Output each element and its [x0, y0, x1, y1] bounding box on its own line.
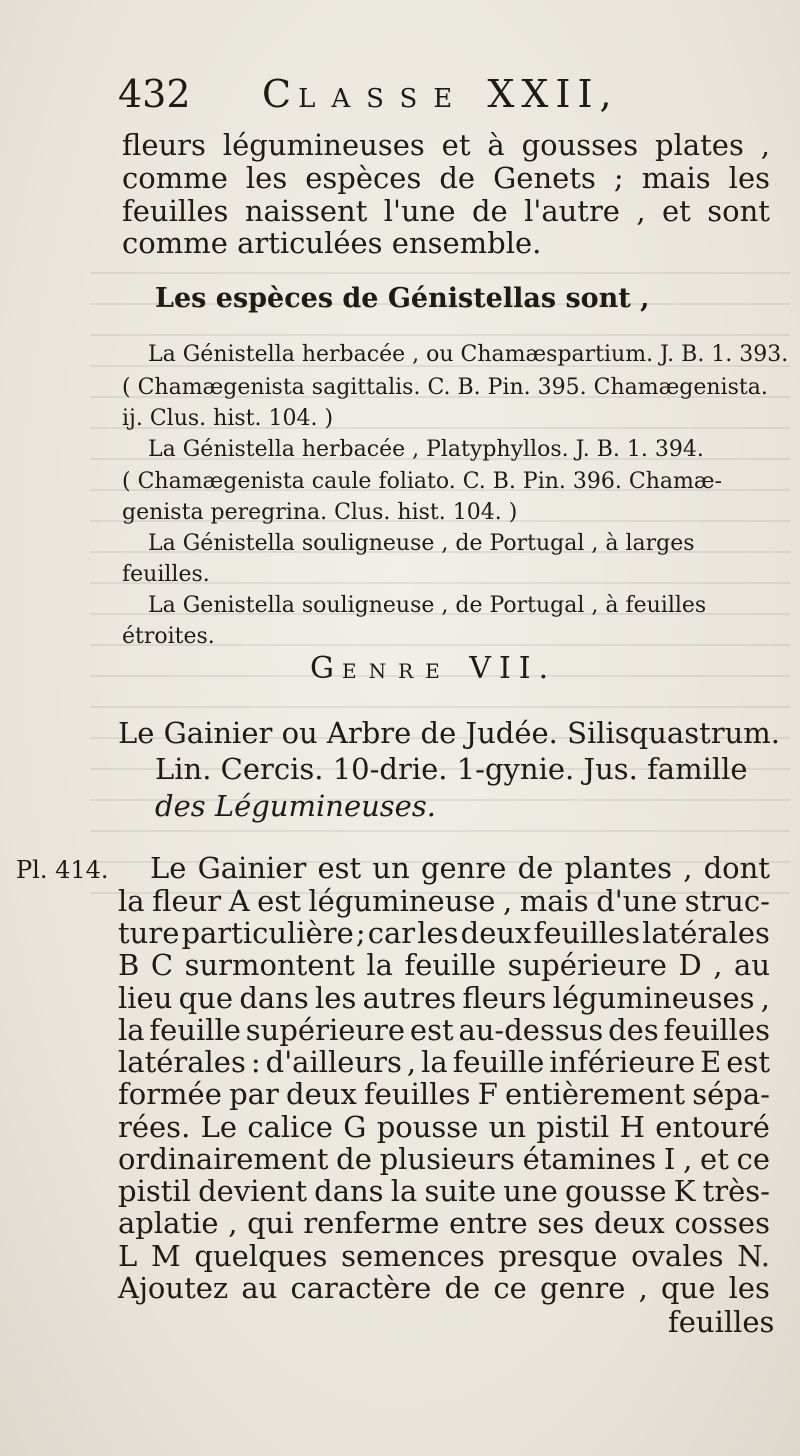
intro-line: fleurs légumineuses et à gousses plates ,	[122, 128, 770, 162]
description-line: Ajoutez au caractère de ce genre , que les	[118, 1271, 770, 1305]
page-number: 432	[118, 72, 191, 116]
description-line: L M quelques semences presque ovales N.	[118, 1239, 770, 1273]
description-line: formée par deux feuilles F entièrement sépa-	[118, 1077, 770, 1111]
description-line: latérales : d'ailleurs , la feuille inférieure E est	[118, 1045, 770, 1079]
description-line: aplatie , qui renferme entre ses deux cosses	[118, 1206, 770, 1240]
intro-line: feuilles naissent l'une de l'autre , et sont	[122, 194, 770, 228]
species-line: ( Chamægenista sagittalis. C. B. Pin. 395. Chamægenista.	[122, 375, 768, 400]
description-line: la feuille supérieure est au-dessus des feuilles	[118, 1013, 770, 1047]
description-line: ture particulière ; car les deux feuilles latérales	[118, 916, 770, 950]
genre-heading: GENRE VII.	[310, 651, 557, 686]
description-line: Le Gainier est un genre de plantes , dont	[150, 851, 770, 885]
genre-title-line: des Légumineuses.	[155, 789, 436, 823]
running-title	[262, 72, 619, 116]
species-line: étroites.	[122, 624, 215, 649]
species-line: ij. Clus. hist. 104. )	[122, 406, 334, 431]
species-line: La Génistella souligneuse , de Portugal , à larges	[148, 531, 695, 556]
description-line: rées. Le calice G pousse un pistil H entouré	[118, 1110, 770, 1144]
catchword: feuilles	[668, 1305, 775, 1339]
intro-line: comme les espèces de Genets ; mais les	[122, 161, 770, 195]
description-line: pistil devient dans la suite une gousse K très-	[118, 1174, 770, 1208]
description-line: ordinairement de plusieurs étamines I , et ce	[118, 1142, 770, 1176]
species-line: La Génistella herbacée , ou Chamæspartium. J. B. 1. 393.	[148, 342, 789, 367]
running-title-text: CLASSE XXII,	[262, 72, 619, 116]
genre-title-line: Lin. Cercis. 10-drie. 1-gynie. Jus. famille	[155, 752, 748, 786]
species-line: feuilles.	[122, 562, 210, 587]
description-line: lieu que dans les autres fleurs légumineuses ,	[118, 981, 770, 1015]
intro-line: comme articulées ensemble.	[122, 226, 542, 260]
description-line: B C surmontent la feuille supérieure D , au	[118, 948, 770, 982]
species-line	[148, 437, 704, 462]
species-line: ( Chamægenista caule foliato. C. B. Pin. 396. Chamæ-	[122, 469, 722, 494]
species-heading: Les espèces de Génistellas sont ,	[155, 283, 650, 314]
species-line: genista peregrina. Clus. hist. 104. )	[122, 500, 518, 525]
description-line: la fleur A est légumineuse , mais d'une struc-	[118, 884, 770, 918]
plate-reference: Pl. 414.	[16, 856, 109, 884]
species-line-text: La Génistella herbacée , Platyphyllos. J. B. 1. 394.	[148, 437, 704, 462]
species-line: La Genistella souligneuse , de Portugal , à feuilles	[148, 593, 707, 618]
genre-title-line: Le Gainier ou Arbre de Judée. Silisquastrum.	[118, 716, 781, 750]
